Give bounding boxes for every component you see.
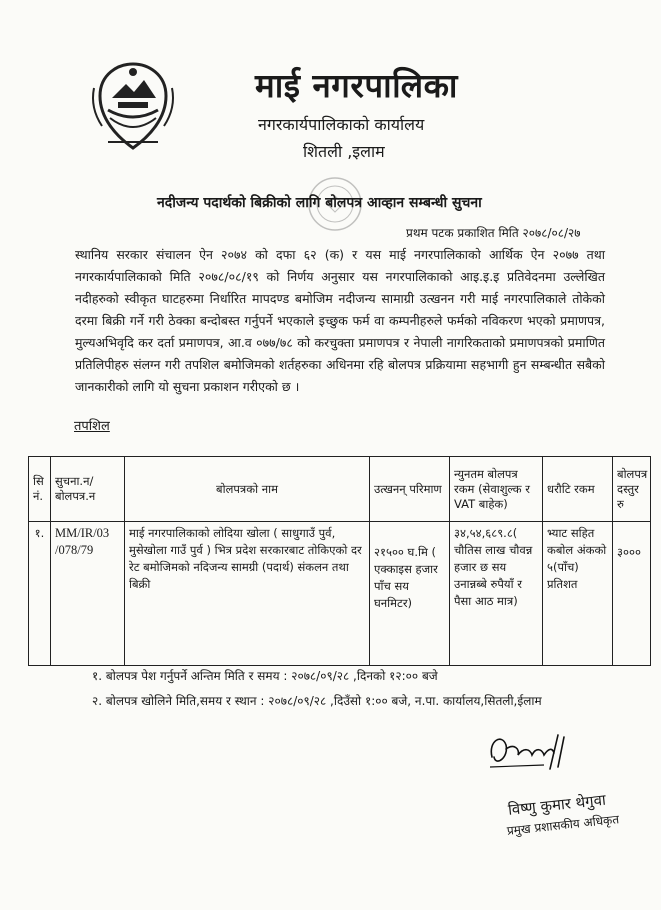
note-submission-deadline: १. बोलपत्र पेश गर्नुपर्ने अन्तिम मिति र समय : २०७८/०९/२८ ,दिनको १२:०० बजे [92, 669, 438, 683]
publication-date: प्रथम पटक प्रकाशित मिति २०७८/०८/२७ [406, 226, 581, 240]
office-name: नगरकार्यपालिकाको कार्यालय [258, 115, 425, 134]
cell-min-amount: ३४,५४,६८९.८( चौतिस लाख चौवन्न हजार छ सय उनान्नब्बे रुपैयाँ र पैसा आठ मात्र) [450, 522, 543, 666]
nepal-government-emblem-icon [88, 58, 178, 154]
cell-quantity: २१५०० घ.मि ( एक्काइस हजार पाँच सय घनमिटर) [370, 522, 450, 666]
header-fee: बोलपत्र दस्तुर रु [613, 457, 651, 522]
notice-body: स्थानिय सरकार संचालन ऐन २०७४ को दफा ६२ (क) र यस माई नगरपालिकाको आर्थिक ऐन २०७७ तथा नगरकार्यपालिकाको मिति २०७८/०८/१९ को निर्णय अनुसार यस नगरपालिकाको आइ.इ.इ प्रतिवेदनमा उल्लेखित नदीहरुको स्वीकृत घाटहरुमा निर्धारित मापदण्ड बमोजिम नदीजन्य सामाग्री उत्खनन गरी माई नगरपालिकाले तोकेको दरमा बिक्री गर्ने गरी ठेक्का बन्दोबस्त गर्नुपर्ने भएकाले इच्छुक फर्म वा कम्पनीहरुले फर्मको नविकरण भएको प्रमाणपत्र, मुल्यअभिवृदि कर दर्ता प्रमाणपत्र, आ.व ०७७/७८ को करचुक्ता प्रमाणपत्र र नेपाली नागरिकताको प्रमाणपत्रको प्रमाणित प्रतिलिपीहरु संलग्न गरी तपशिल बमोजिमको शर्तहरुका अधिनमा रहि बोलपत्र प्रक्रियामा सहभागी हुन सम्बन्धीत सबैको जानकारीको लागि यो सुचना प्रकाशन गरीएको छ । [75, 247, 605, 394]
handwritten-signature-icon [484, 727, 574, 771]
table-header-row [29, 457, 651, 522]
header-min-amount: न्युनतम बोलपत्र रकम (सेवाशुल्क र VAT बाहेक) [450, 457, 543, 522]
cell-sn: १. [29, 522, 51, 666]
header-sn: सि नं. [29, 457, 51, 522]
notes-list [92, 664, 542, 714]
organization-name: माई नगरपालिका [255, 66, 458, 105]
cell-fee: ३००० [613, 522, 651, 666]
table-row [29, 522, 651, 666]
cell-notice-no: MM/IR/03 /078/79 [51, 522, 125, 666]
cell-tender-name: माई नगरपालिकाको लोदिया खोला ( साधुगाउँ पुर्व, मुसेखोला गाउँ पुर्व ) भित्र प्रदेश सरकारबाट तोकिएको दर रेट बमोजिमको नदिजन्य सामग्री (पदार्थ) संकलन तथा बिक्री [125, 522, 370, 666]
signatory-name: विष्णु कुमार थेगुवा [507, 790, 607, 819]
office-location: शितली ,इलाम [303, 142, 385, 161]
tender-table [28, 456, 651, 666]
cell-bid-bond: भ्याट सहित कबोल अंकको ५(पाँच) प्रतिशत [543, 522, 613, 666]
header-notice-no: सुचना.न/ बोलपत्र.न [51, 457, 125, 522]
header-tender-name: बोलपत्रको नाम [125, 457, 370, 522]
signatory-title: प्रमुख प्रशासकीय अधिकृत [506, 812, 620, 838]
schedule-label: तपशिल [74, 419, 110, 434]
notice-title: नदीजन्य पदार्थको बिक्रीको लागि बोलपत्र आव्हान सम्बन्धी सुचना [157, 195, 482, 211]
note-opening-details: २. बोलपत्र खोलिने मिति,समय र स्थान : २०७८/०९/२८ ,दिउँसो १:०० बजे, न.पा. कार्यालय,सितली,ईलाम [92, 694, 542, 708]
header-quantity: उत्खनन् परिमाण [370, 457, 450, 522]
header-bid-bond: धरौटि रकम [543, 457, 613, 522]
